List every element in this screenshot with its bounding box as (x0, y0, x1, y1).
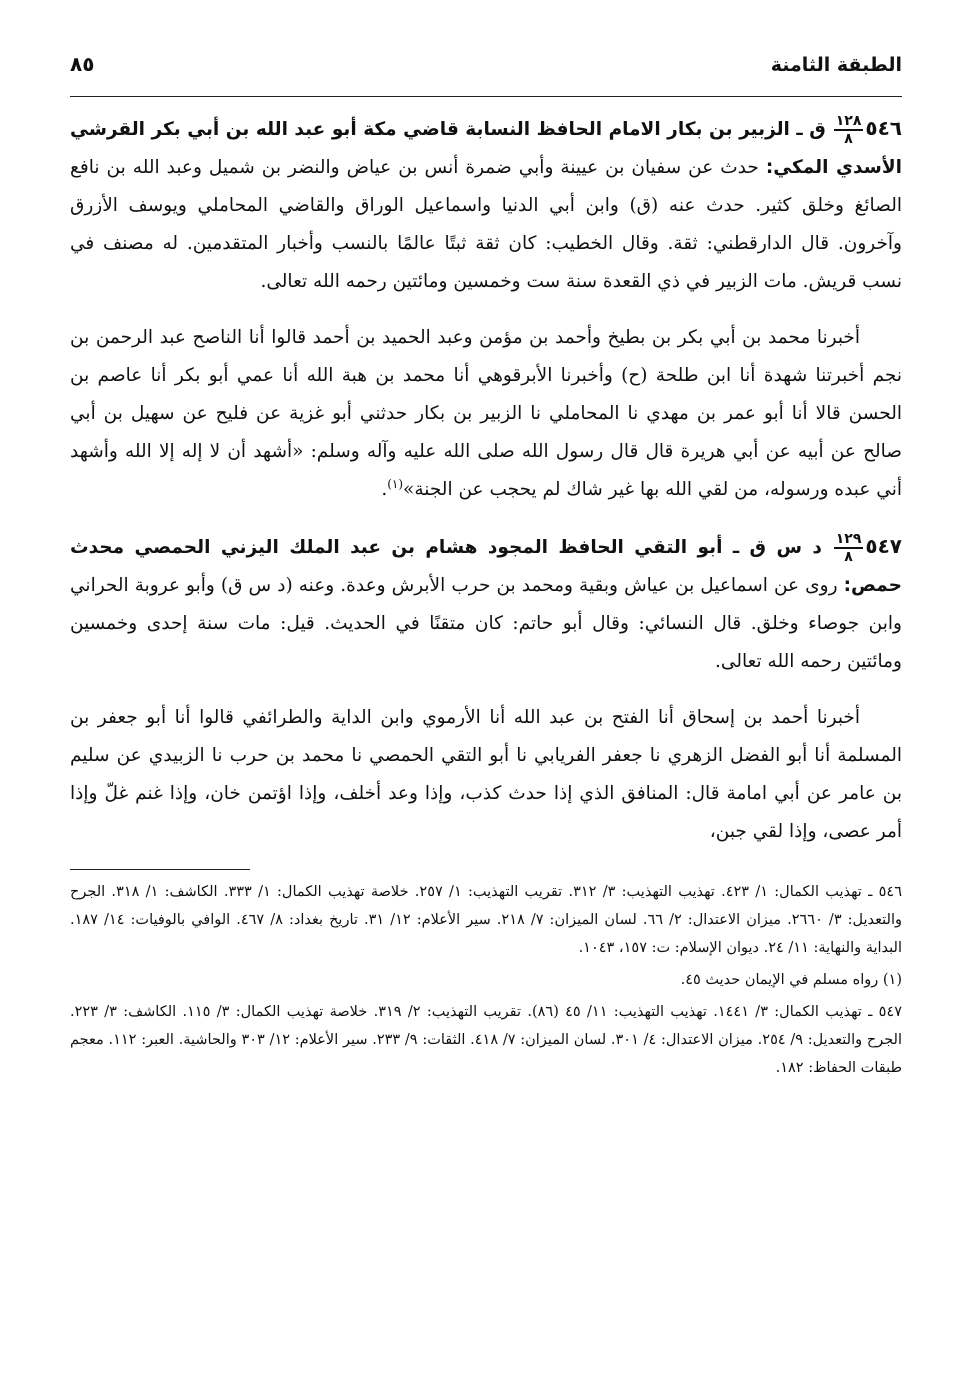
footnote-547: ٥٤٧ ـ تهذيب الكمال: ٣/ ١٤٤١. تهذيب التهذيب: ١١/ ٤٥ (٨٦). تقريب التهذيب: ٢/ ٣١٩. خلاصة تهذيب الكمال: ٣/ ١١٥. الكاشف: ٣/ ٢٢٣. الجرح والتعديل: ٩/ ٢٥٤. ميزان الاعتدال: ٤/ ٣٠١. لسان الميزان: ٧/ ٤١٨. الثقات: ٩/ ٢٣٣. سير الأعلام: ١٢/ ٣٠٣ والحاشية. العبر: ١١٢. معجم طبقات الحفاظ: ١٨٢. (70, 1004, 903, 1076)
hadith-text: أخبرنا أحمد بن إسحاق أنا الفتح بن عبد الله أنا الأرموي وابن الداية والطرائفي قالوا أنا أبو جعفر بن المسلمة أنا أبو الفضل الزهري نا جعفر الفريابي نا أبو التقي الحمصي نا محمد بن حرب نا الزبيدي عن سليم بن عامر عن أبي امامة قال: المنافق الذي إذا حدث كذب، وإذا وعد أخلف، وإذا اؤتمن خان، وإذا غنم غلّ وإذا أمر عصى، وإذا لقي جبن، (70, 707, 902, 842)
entry-name: د س ق ـ أبو التقي الحافظ المجود هشام بن عبد الملك اليزني الحمصي محدث حمص: (70, 537, 902, 596)
entry-text: حدث عن سفيان بن عيينة وأبي ضمرة أنس بن عياض والنضر بن شميل وعبد الله بن نافع الصائغ وخلق كثير. حدث عنه (ق) وابن أبي الدنيا واسماعيل الوراق والقاضي المحاملي ويوسف الأزرق وآخرون. قال الدارقطني: ثقة. وقال الخطيب: كان ثقة ثبتًا عالمًا بالنسب وأخبار المتقدمين. له مصنف في نسب قريش. مات الزبير في ذي القعدة سنة ست وخمسين ومائتين رحمه الله تعالى. (70, 157, 902, 292)
biography-entry-546 (70, 109, 902, 301)
page-header (70, 52, 902, 97)
footnote-divider (70, 869, 250, 870)
entry-number: ٥٤٦ (865, 116, 902, 140)
running-head: الطبقة الثامنة (770, 54, 902, 76)
hadith-paragraph-1 (70, 319, 902, 509)
footnote-1: (١) رواه مسلم في الإيمان حديث ٤٥. (680, 972, 902, 988)
footnotes (70, 869, 902, 1082)
page-number: ٨٥ (70, 52, 95, 76)
fraction-numerator: ١٢٩ (835, 531, 862, 547)
book-page (70, 52, 902, 1086)
entry-number: ٥٤٧ (865, 534, 902, 558)
footnote-ref: (١) (387, 476, 404, 491)
entry-fraction (834, 113, 864, 147)
biography-entry-547 (70, 527, 902, 681)
fraction-numerator: ١٢٨ (835, 113, 862, 129)
entry-text: روى عن اسماعيل بن عياش وبقية ومحمد بن حرب الأبرش وعدة. وعنه (د س ق) وأبو عروبة الحراني وابن جوصاء وخلق. قال النسائي: وقال أبو حاتم: كان متقنًا في الحديث. قيل: مات سنة إحدى وخمسين ومائتين رحمه الله تعالى. (70, 575, 902, 672)
footnote-546: ٥٤٦ ـ تهذيب الكمال: ١/ ٤٢٣. تهذيب التهذيب: ٣/ ٣١٢. تقريب التهذيب: ١/ ٢٥٧. خلاصة تهذيب الكمال: ١/ ٣٣٣. الكاشف: ١/ ٣١٨. الجرح والتعديل: ٣/ ٢٦٦٠. ميزان الاعتدال: ٢/ ٦٦. لسان الميزان: ٧/ ٢١٨. سير الأعلام: ١٢/ ٣١. تاريخ بغداد: ٨/ ٤٦٧. الوافي بالوفيات: ١٤/ ١٨٧. البداية والنهاية: ١١/ ٢٤. ديوان الإسلام: ت: ١٥٧، ١٠٤٣. (70, 884, 902, 956)
hadith-text: أخبرنا محمد بن أبي بكر بن بطيخ وأحمد بن مؤمن وعبد الحميد بن أحمد قالوا أنا الناصح عبد الرحمن بن نجم أخبرتنا شهدة أنا ابن طلحة (ح) وأخبرنا الأبرقوهي أنا محمد بن هبة الله أنا عمي أبو بكر أنا عاصم بن الحسن قالا أنا أبو عمر بن مهدي نا المحاملي نا الزبير بن بكار حدثني أبو غزية عن فليح عن سهيل بن أبي صالح عن أبيه عن أبي هريرة قال قال رسول الله صلى الله عليه وآله وسلم: «أشهد أن لا إله إلا الله وأشهد أني عبده ورسوله، من لقي الله بها غير شاك لم يحجب عن الجنة» (70, 327, 902, 500)
hadith-tail: . (381, 479, 388, 500)
entry-fraction (834, 531, 864, 565)
fraction-denominator: ٨ (844, 549, 853, 565)
hadith-paragraph-2 (70, 699, 902, 851)
entry-name: ق ـ الزبير بن بكار الامام الحافظ النسابة قاضي مكة أبو عبد الله بن أبي بكر القرشي الأسدي المكي: (70, 119, 902, 178)
fraction-denominator: ٨ (844, 131, 853, 147)
